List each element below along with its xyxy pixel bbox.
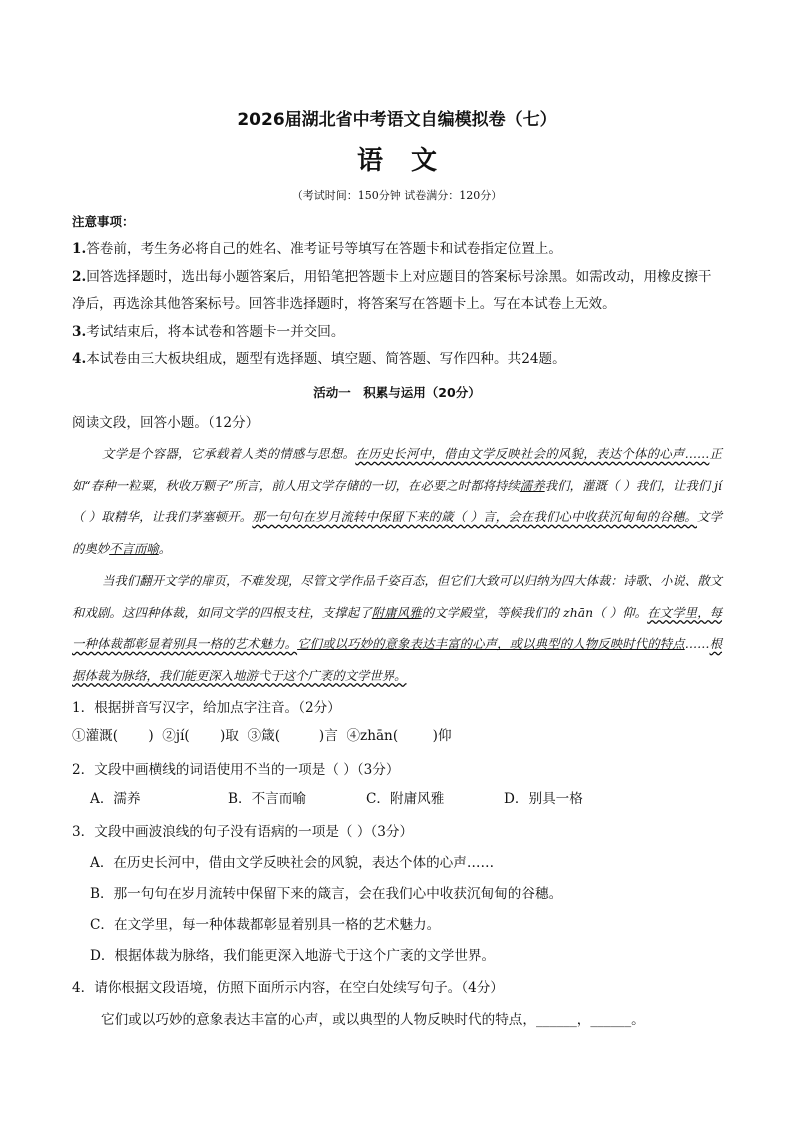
notice-item (72, 236, 722, 264)
question-1-blanks: ①灌溉( ) ②jí( )取 ③箴( )言 ④zhān( )仰 (72, 728, 452, 744)
notice-number: 4. (72, 351, 87, 367)
passage-text: 的文学殿堂，等候我们的 zhān（ ）仰。 (421, 604, 648, 620)
notice-heading: 注意事项： (72, 214, 135, 229)
wavy-sentence: 根据体裁为脉络，我们能更深入地游弋于这个广袤的文学世界。 (72, 636, 723, 683)
subject-title: 语文 (356, 146, 465, 176)
wavy-sentence: 在文学里，每一种体裁都彰显着别具一格的艺术魅力。 (72, 604, 723, 651)
option-b: B．不言而喻 (228, 791, 306, 807)
question-3: 3．文段中画波浪线的句子没有语病的一项是（ ）（3分） (72, 824, 414, 840)
option-d: D．别具一格 (504, 791, 583, 807)
passage-text: 文学的奥妙 (72, 509, 722, 556)
notice-text: 考试结束后，将本试卷和答题卡一并交回。 (86, 323, 345, 340)
passage-text: 当我们翻开文学的扉页，不难发现，尽管文学作品千姿百态，但它们大致可以归纳为四大体裁：诗歌、小说、散文和戏剧。这四种体裁，如同文学的四根支柱，支撑起了 (72, 573, 722, 620)
question-4-prompt: 它们或以巧妙的意象表达丰富的心声，或以典型的人物反映时代的特点，______，______。 (101, 1012, 645, 1028)
section-heading: 活动一 积累与运用（20分） (313, 385, 481, 400)
notice-number: 3. (72, 323, 87, 340)
notice-item (72, 346, 722, 374)
option-d: D．根据体裁为脉络，我们能更深入地游弋于这个广袤的文学世界。 (90, 948, 496, 964)
option-c: C．附庸风雅 (366, 791, 445, 807)
exam-title: 2026届湖北省中考语文自编模拟卷（七） (237, 110, 557, 130)
passage-text: 文学是个容器，它承载着人类的情感与思想。 (102, 446, 356, 461)
passage-text: 我们，灌溉（ ）我们，让我们 jí（ ）取精华，让我们茅塞顿开。 (72, 477, 723, 524)
underlined-word: 濡养 (519, 477, 545, 493)
notice-list (72, 236, 722, 374)
passage-text: 正如“春种一粒粟，秋收万颗子”所言，前人用文学存储的一切，在必要之时都将持续 (72, 446, 723, 493)
notice-text: 回答选择题时，选出每小题答案后，用铅笔把答题卡上对应题目的答案标号涂黑。如需改动，用橡皮擦干净后，再选涂其他答案标号。回答非选择题时，将答案写在答题卡上。写在本试卷上无效。 (72, 268, 712, 312)
question-2: 2．文段中画横线的词语使用不当的一项是（ ）（3分） (72, 762, 400, 778)
question-2-options (90, 787, 650, 807)
question-4: 4．请你根据文段语境，仿照下面所示内容，在空白处续写句子。（4分） (72, 980, 504, 996)
notice-text: 本试卷由三大板块组成，题型有选择题、填空题、简答题、写作四种。共24题。 (86, 351, 566, 367)
notice-item (72, 319, 722, 347)
wavy-sentence: 在历史长河中，借由文学反映社会的风貌，表达个体的心声…… (355, 446, 710, 461)
question-1: 1．根据拼音写汉字，给加点字注音。（2分） (72, 700, 341, 716)
passage-text: …… (684, 636, 710, 651)
reading-intro: 阅读文段，回答小题。（12分） (72, 415, 260, 431)
passage-text: 。 (158, 540, 172, 556)
notice-number: 2. (72, 268, 87, 285)
option-c: C．在文学里，每一种体裁都彰显着别具一格的艺术魅力。 (90, 917, 441, 933)
option-a: A．濡养 (90, 791, 141, 807)
option-b: B．那一句句在岁月流转中保留下来的箴言，会在我们心中收获沉甸甸的谷穗。 (90, 886, 563, 902)
notice-number: 1. (72, 241, 87, 257)
passage-paragraph-1 (72, 438, 722, 564)
option-a: A．在历史长河中，借由文学反映社会的风貌，表达个体的心声…… (90, 855, 495, 871)
notice-item (72, 264, 722, 319)
underlined-sentence: 它们或以巧妙的意象表达丰富的心声，或以典型的人物反映时代的特点 (297, 636, 685, 651)
notice-text: 答卷前，考生务必将自己的姓名、准考证号等填写在答题卡和试卷指定位置上。 (86, 241, 562, 257)
passage-paragraph-2 (72, 565, 722, 691)
underlined-word: 附庸风雅 (371, 604, 422, 620)
underlined-word: 不言而喻 (109, 540, 159, 556)
wavy-sentence: 那一句句在岁月流转中保留下来的箴（ ）言，会在我们心中收获沉甸甸的谷穗。 (252, 509, 697, 524)
exam-meta: （考试时间：150分钟 试卷满分：120分） (291, 189, 503, 202)
